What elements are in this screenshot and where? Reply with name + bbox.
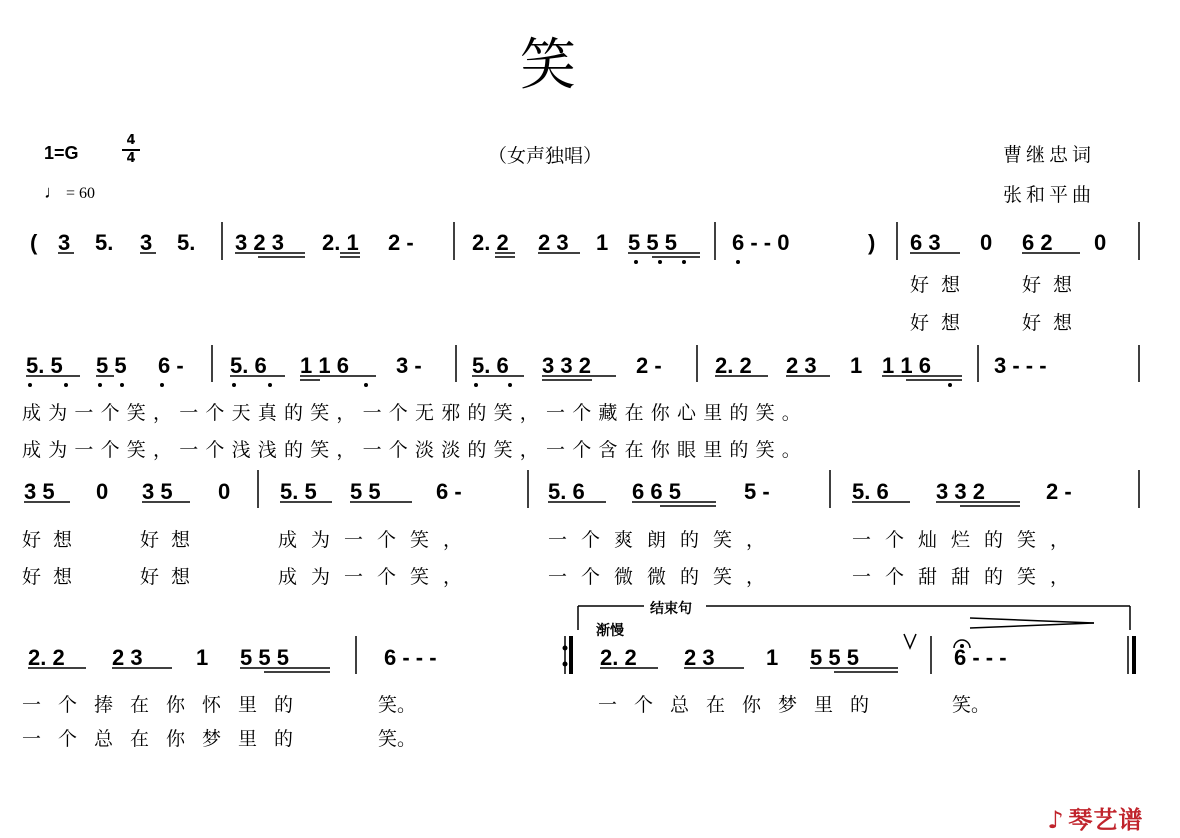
svg-text:2. 2: 2. 2 [28, 645, 65, 670]
svg-text:(: ( [30, 230, 38, 255]
svg-text:2 -: 2 - [1046, 479, 1072, 504]
svg-text:6 - - -: 6 - - - [384, 645, 437, 670]
svg-text:3 3 2: 3 3 2 [936, 479, 985, 504]
svg-text:2 3: 2 3 [786, 353, 817, 378]
watermark-text: 琴艺谱 [1068, 806, 1144, 834]
svg-text:5.: 5. [95, 230, 114, 255]
svg-text:5. 6: 5. 6 [472, 353, 509, 378]
svg-text:5 5: 5 5 [350, 479, 381, 504]
svg-text:3 2 3: 3 2 3 [235, 230, 284, 255]
svg-text:2 3: 2 3 [112, 645, 143, 670]
svg-text:6 -: 6 - [436, 479, 462, 504]
svg-text:2 3: 2 3 [538, 230, 569, 255]
lyric-r4v1-d: 笑。 [952, 694, 991, 716]
svg-text:2. 2: 2. 2 [715, 353, 752, 378]
lyric-r4v1-a: 一个捧在你怀里的 [22, 694, 311, 716]
svg-text:0: 0 [96, 479, 109, 504]
svg-text:5. 6: 5. 6 [852, 479, 889, 504]
lyric-r1v1-a: 好想 [910, 274, 973, 296]
svg-text:5. 5: 5. 5 [280, 479, 317, 504]
lyric-r2v1: 成为一个笑，一个天真的笑，一个无邪的笑，一个藏在你心里的笑。 [22, 402, 809, 424]
svg-text:1: 1 [850, 353, 863, 378]
svg-text:5 5 5: 5 5 5 [240, 645, 289, 670]
svg-text:5 5 5: 5 5 5 [628, 230, 677, 255]
svg-text:0: 0 [218, 479, 231, 504]
svg-text:2. 1: 2. 1 [322, 230, 359, 255]
lyric-r3v1-e: 一个灿烂的笑， [852, 529, 1084, 551]
svg-text:6 2: 6 2 [1022, 230, 1053, 255]
ending-phrase-label: 结束句 [650, 601, 692, 617]
lyric-r1v2-b: 好想 [1022, 312, 1085, 334]
composer-credit: 张和平曲 [1003, 184, 1096, 206]
svg-text:1: 1 [596, 230, 609, 255]
svg-text:3: 3 [58, 230, 71, 255]
svg-text:0: 0 [1094, 230, 1107, 255]
svg-text:5. 6: 5. 6 [548, 479, 585, 504]
watermark-logo [1048, 800, 1143, 835]
time-signature-top: 4 [126, 133, 136, 148]
svg-text:6 3: 6 3 [910, 230, 941, 255]
svg-text:3 -: 3 - [396, 353, 422, 378]
lyric-r3v1-c: 成为一个笑， [278, 529, 477, 551]
lyric-r3v1-a: 好想 [22, 529, 85, 551]
lyric-r4v2-b: 笑。 [378, 728, 417, 750]
svg-text:2 -: 2 - [388, 230, 414, 255]
lyricist-credit: 曹继忠词 [1003, 144, 1096, 166]
svg-text:5. 5: 5. 5 [26, 353, 63, 378]
svg-text:3 3 2: 3 3 2 [542, 353, 591, 378]
svg-text:2. 2: 2. 2 [472, 230, 509, 255]
svg-text:3 5: 3 5 [24, 479, 55, 504]
svg-text:0: 0 [980, 230, 993, 255]
lyric-r4v1-c: 一个总在你梦里的 [598, 694, 887, 716]
tempo-value: = 60 [66, 185, 96, 202]
lyric-r4v1-b: 笑。 [378, 694, 417, 716]
svg-text:2 -: 2 - [636, 353, 662, 378]
svg-text:6 6 5: 6 6 5 [632, 479, 681, 504]
lyric-r3v2-c: 成为一个笑， [278, 566, 477, 588]
lyric-r4v2-a: 一个总在你梦里的 [22, 728, 311, 750]
svg-text:5 5: 5 5 [96, 353, 127, 378]
svg-text:1: 1 [196, 645, 209, 670]
svg-text:6 - - 0: 6 - - 0 [732, 230, 790, 255]
svg-text:6 -: 6 - [158, 353, 184, 378]
svg-text:1 1 6: 1 1 6 [300, 353, 349, 378]
score-title: 笑 [520, 33, 576, 98]
ritardando-label: 渐慢 [596, 623, 624, 639]
svg-text:): ) [868, 230, 876, 255]
lyric-r1v1-b: 好想 [1022, 274, 1085, 296]
key-signature: 1=G [44, 143, 79, 163]
svg-text:6 - - -: 6 - - - [954, 645, 1007, 670]
svg-text:1 1 6: 1 1 6 [882, 353, 931, 378]
svg-text:2 3: 2 3 [684, 645, 715, 670]
lyric-r2v2: 成为一个笑，一个浅浅的笑，一个淡淡的笑，一个含在你眼里的笑。 [22, 439, 809, 461]
svg-text:3: 3 [140, 230, 153, 255]
svg-text:2. 2: 2. 2 [600, 645, 637, 670]
quarter-note-icon: ♩ [44, 182, 62, 202]
svg-text:3 - - -: 3 - - - [994, 353, 1047, 378]
svg-text:5 5 5: 5 5 5 [810, 645, 859, 670]
svg-text:1: 1 [766, 645, 779, 670]
lyric-r3v2-b: 好想 [140, 566, 203, 588]
subtitle: （女声独唱） [488, 145, 603, 167]
lyric-r3v2-e: 一个甜甜的笑， [852, 566, 1084, 588]
svg-text:3 5: 3 5 [142, 479, 173, 504]
lyric-r3v2-a: 好想 [22, 566, 85, 588]
svg-text:5. 6: 5. 6 [230, 353, 267, 378]
lyric-r3v1-b: 好想 [140, 529, 203, 551]
lyric-r3v2-d: 一个微微的笑， [548, 566, 780, 588]
time-signature-bottom: 4 [126, 151, 136, 166]
lyric-r1v2-a: 好想 [910, 312, 973, 334]
svg-text:5 -: 5 - [744, 479, 770, 504]
lyric-r3v1-d: 一个爽朗的笑， [548, 529, 780, 551]
svg-text:5.: 5. [177, 230, 196, 255]
music-note-icon: ♪ [1047, 806, 1066, 834]
